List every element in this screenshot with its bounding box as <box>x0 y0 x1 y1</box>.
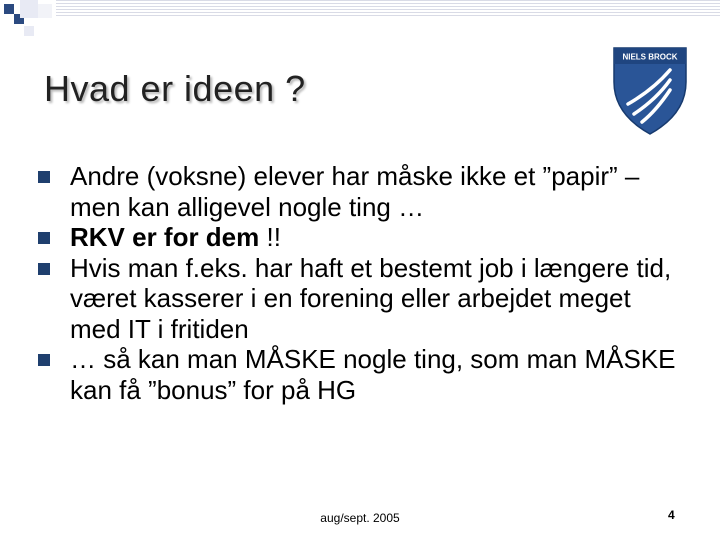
bullet-text: … så kan man MÅSKE nogle ting, som man MÅSKE kan få ”bonus” for på HG <box>70 344 676 405</box>
bullet-item <box>38 344 678 405</box>
bullet-bold-text: RKV er for dem <box>70 222 260 252</box>
square-bullet-icon <box>38 232 50 244</box>
bullet-text: !! <box>259 222 281 252</box>
logo-text: NIELS BROCK <box>622 52 678 62</box>
slide-title: Hvad er ideen ? <box>44 68 306 109</box>
niels-brock-logo <box>610 44 690 136</box>
bullet-item <box>38 222 678 253</box>
square-bullet-icon <box>38 171 50 183</box>
bullet-item <box>38 253 678 345</box>
decorative-squares <box>0 0 720 40</box>
bullet-text: Andre (voksne) elever har måske ikke et ”papir” – men kan alligevel nogle ting … <box>70 161 640 222</box>
bullet-list <box>38 161 678 405</box>
page-number: 4 <box>668 508 675 522</box>
square-bullet-icon <box>38 263 50 275</box>
bullet-item <box>38 161 678 222</box>
bullet-text: Hvis man f.eks. har haft et bestemt job i længere tid, været kasserer i en forening eller arbejdet meget med IT i fritiden <box>70 252 672 344</box>
square-bullet-icon <box>38 354 50 366</box>
footer-date: aug/sept. 2005 <box>320 511 400 525</box>
